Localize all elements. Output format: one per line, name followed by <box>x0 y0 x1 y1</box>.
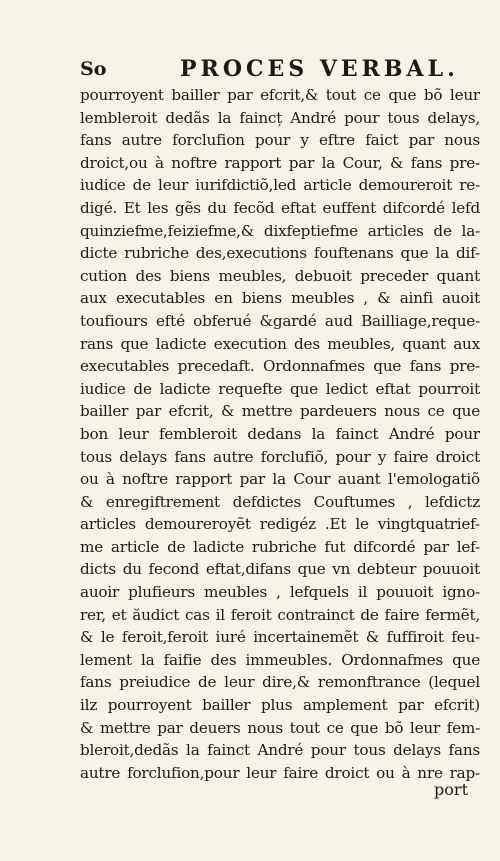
text-line: executables precedaft. Ordonnafmes que fans pre- <box>80 357 480 376</box>
text-line: pourroyent bailler par efcrit,& tout ce que bõ leur <box>80 86 480 104</box>
text-line: autre forclufion,pour leur faire droict ou à nre rap- <box>80 763 480 782</box>
text-line: lembleroit dedãs la faincț André pour tous delays, <box>80 108 480 127</box>
text-line: dicte rubriche des,executions fouftenans que la dif- <box>80 244 480 263</box>
text-line: & mettre par deuers nous tout ce que bõ leur fem- <box>80 718 480 737</box>
text-line: toufiours efté obferué &gardé aud Bailliage,reque- <box>80 311 480 330</box>
text-line: bleroit,dedãs la fainct André pour tous delays fans <box>80 741 480 760</box>
text-line: bailler par efcrit, & mettre pardeuers nous ce que <box>80 402 480 421</box>
page-header <box>80 56 478 86</box>
running-title: PROCES VERBAL. <box>180 56 459 82</box>
text-line: rans que ladicte execution des meubles, quant aux <box>80 334 480 353</box>
text-line: rer, et ăudict cas il feroit contrainct de faire fermẽt, <box>80 605 480 624</box>
text-line: & le feroit,feroit iuré incertainemẽt & fuffiroit feu- <box>80 628 480 647</box>
folio-number: So <box>80 58 107 80</box>
text-line: bon leur fembleroit dedans la fainct André pour <box>80 424 480 443</box>
text-line: iudice de leur iurifdictiõ,led article demoureroit re- <box>80 176 480 195</box>
text-line: tous delays fans autre forclufiõ, pour y faire droict <box>80 447 480 466</box>
text-line: droict,ou à noftre rapport par la Cour, & fans pre- <box>80 153 480 172</box>
text-line: fans preiudice de leur dire,& remonftrance (lequel <box>80 673 480 692</box>
catchword: port <box>434 780 468 799</box>
text-line: dicts du fecond eftat,difans que vn debteur pouuoit <box>80 560 480 579</box>
text-line: me article de ladicte rubriche fut difcordé par lef- <box>80 537 480 556</box>
text-line: cution des biens meubles, debuoit preceder quant <box>80 266 480 285</box>
text-line: digé. Et les gẽs du fecõd eftat euffent difcordé lefd <box>80 198 480 217</box>
text-line: lement la faifie des immeubles. Ordonnafmes que <box>80 650 480 669</box>
body-text <box>80 84 480 784</box>
text-line: fans autre forclufion pour y eftre faict par nous <box>80 131 480 150</box>
text-line: articles demoureroyẽt redigéz .Et le vingtquatrief- <box>80 515 480 534</box>
text-line: quinziefme,feiziefme,& dixfeptiefme articles de la- <box>80 221 480 240</box>
text-line: iudice de ladicte requefte que ledict eftat pourroit <box>80 379 480 398</box>
text-line: ilz pourroyent bailler plus amplement par efcrit) <box>80 696 480 715</box>
text-line: ou à noftre rapport par la Cour auant l'emologatiõ <box>80 470 480 489</box>
text-line: & enregiftrement defdictes Couftumes , lefdictz <box>80 492 480 511</box>
text-line: auoir plufieurs meubles , lefquels il pouuoit igno- <box>80 583 480 602</box>
text-line: aux executables en biens meubles , & ainfi auoit <box>80 289 480 308</box>
